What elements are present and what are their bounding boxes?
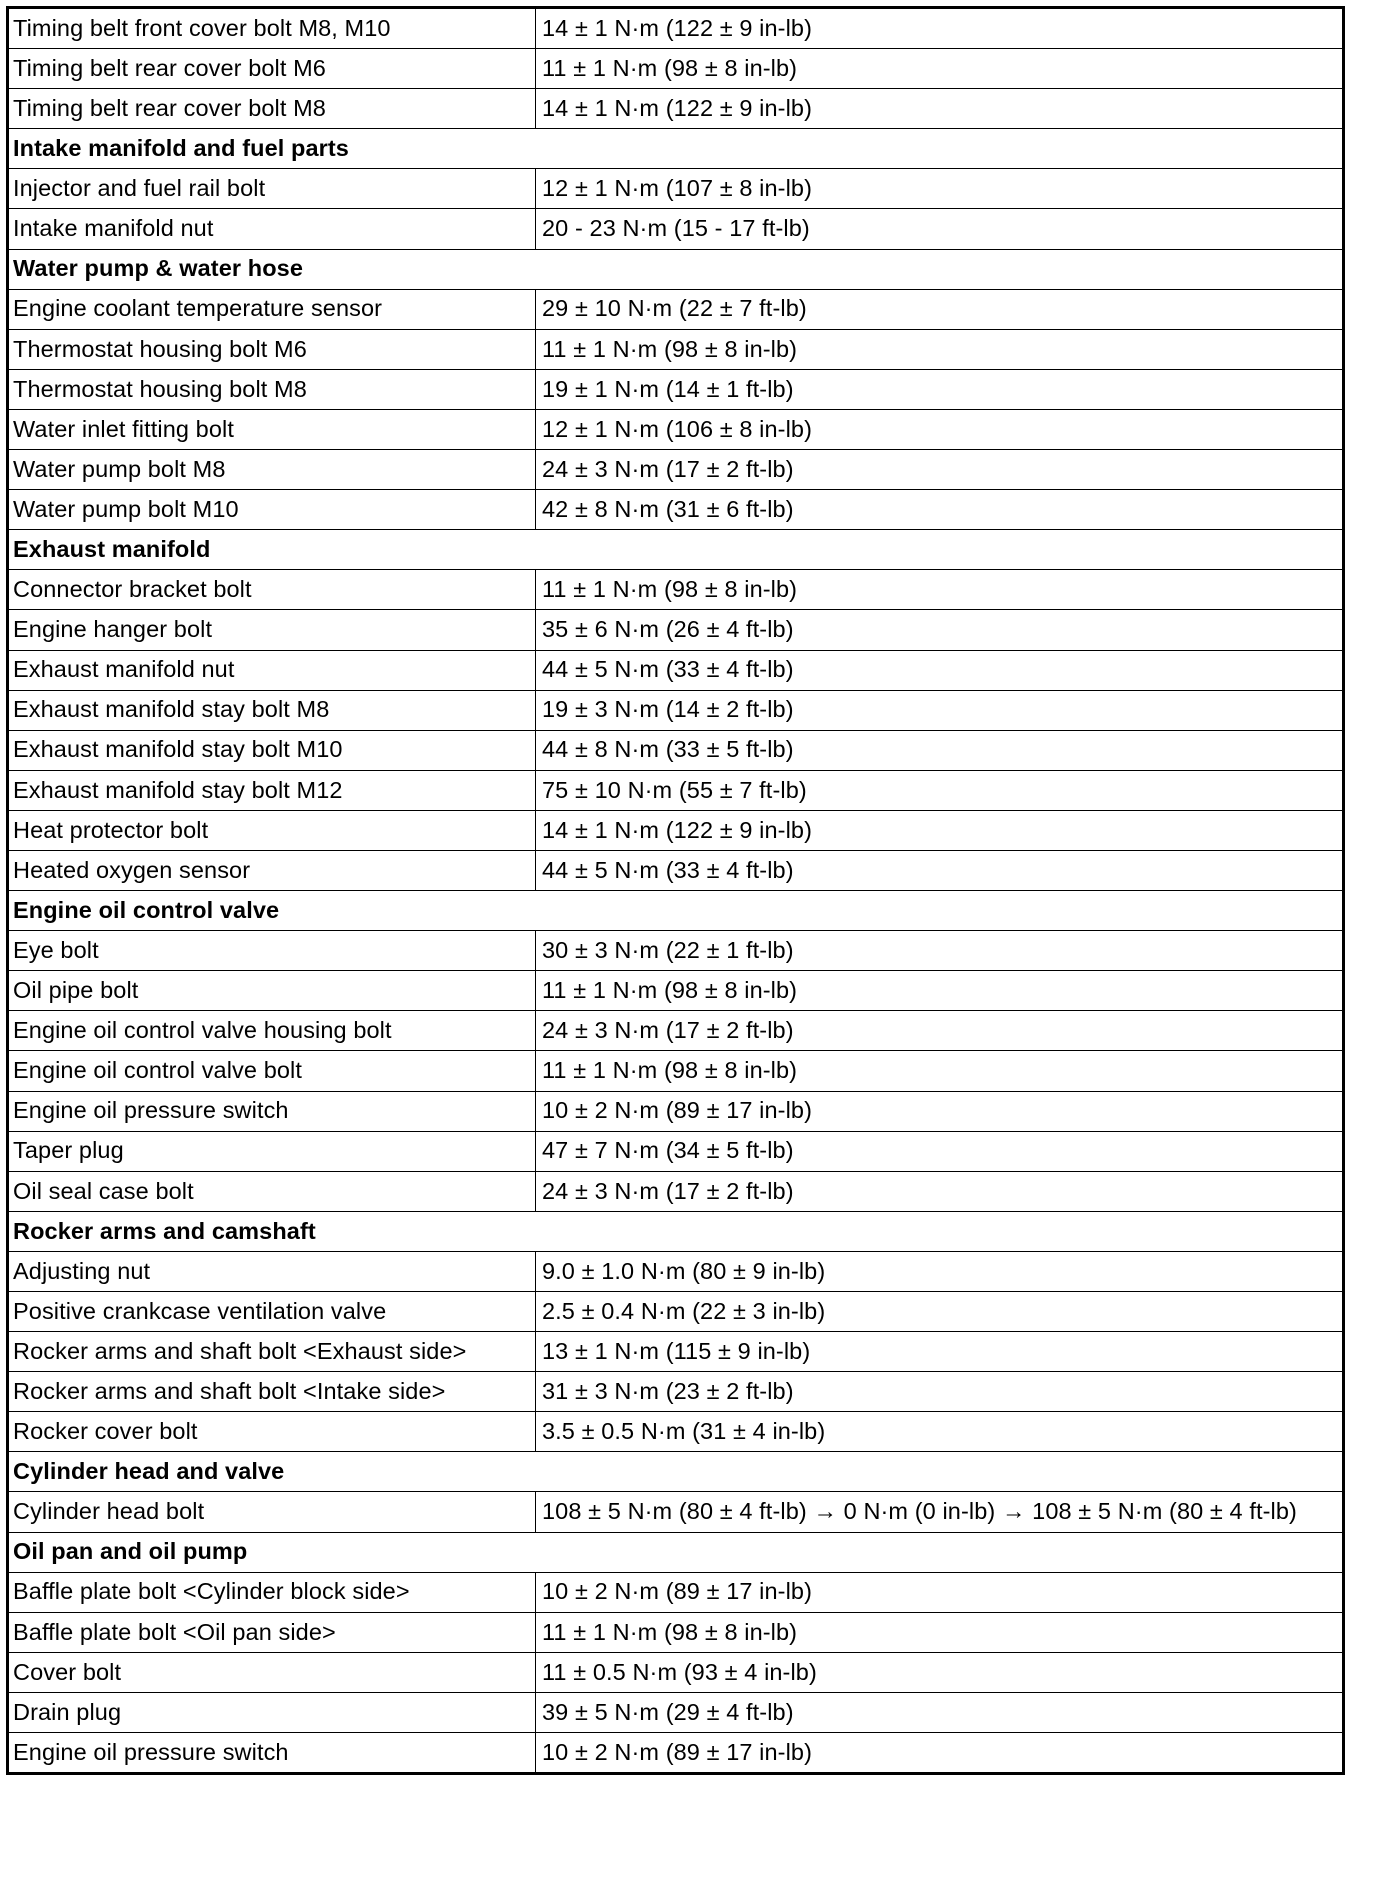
component-name-cell: Engine coolant temperature sensor [8, 289, 536, 329]
torque-value-cell: 44 ± 8 N·m (33 ± 5 ft-lb) [536, 730, 1344, 770]
component-name-cell: Water pump bolt M8 [8, 450, 536, 490]
component-name-cell: Taper plug [8, 1131, 536, 1171]
table-row [8, 1292, 1344, 1332]
component-name-cell: Eye bolt [8, 931, 536, 971]
component-name-cell: Baffle plate bolt <Oil pan side> [8, 1612, 536, 1652]
section-header-row [8, 530, 1344, 570]
table-row [8, 89, 1344, 129]
torque-value-cell: 39 ± 5 N·m (29 ± 4 ft-lb) [536, 1692, 1344, 1732]
component-name-cell: Thermostat housing bolt M6 [8, 329, 536, 369]
torque-value-cell: 12 ± 1 N·m (107 ± 8 in-lb) [536, 169, 1344, 209]
component-name-cell: Exhaust manifold stay bolt M8 [8, 690, 536, 730]
table-row [8, 1251, 1344, 1291]
component-name-cell: Engine oil control valve bolt [8, 1051, 536, 1091]
table-row [8, 850, 1344, 890]
section-header-row [8, 249, 1344, 289]
torque-value-cell: 11 ± 1 N·m (98 ± 8 in-lb) [536, 570, 1344, 610]
component-name-cell: Engine hanger bolt [8, 610, 536, 650]
component-name-cell: Cylinder head bolt [8, 1492, 536, 1532]
torque-value-cell: 47 ± 7 N·m (34 ± 5 ft-lb) [536, 1131, 1344, 1171]
table-row [8, 1011, 1344, 1051]
component-name-cell: Oil pipe bolt [8, 971, 536, 1011]
section-title: Exhaust manifold [8, 530, 1344, 570]
torque-value-cell: 20 - 23 N·m (15 - 17 ft-lb) [536, 209, 1344, 249]
table-row [8, 1051, 1344, 1091]
component-name-cell: Oil seal case bolt [8, 1171, 536, 1211]
torque-value-cell: 9.0 ± 1.0 N·m (80 ± 9 in-lb) [536, 1251, 1344, 1291]
component-name-cell: Heated oxygen sensor [8, 850, 536, 890]
section-title: Engine oil control valve [8, 891, 1344, 931]
table-row [8, 1612, 1344, 1652]
torque-value-cell: 11 ± 1 N·m (98 ± 8 in-lb) [536, 1051, 1344, 1091]
table-row [8, 770, 1344, 810]
torque-value-cell: 108 ± 5 N·m (80 ± 4 ft-lb) → 0 N·m (0 in-lb) → 108 ± 5 N·m (80 ± 4 ft-lb) [536, 1492, 1344, 1532]
torque-value-cell: 11 ± 1 N·m (98 ± 8 in-lb) [536, 971, 1344, 1011]
torque-value-cell: 14 ± 1 N·m (122 ± 9 in-lb) [536, 89, 1344, 129]
table-row [8, 971, 1344, 1011]
torque-value-cell: 75 ± 10 N·m (55 ± 7 ft-lb) [536, 770, 1344, 810]
torque-value-cell: 10 ± 2 N·m (89 ± 17 in-lb) [536, 1572, 1344, 1612]
section-header-row [8, 129, 1344, 169]
table-row [8, 1733, 1344, 1774]
component-name-cell: Water pump bolt M10 [8, 490, 536, 530]
section-title: Water pump & water hose [8, 249, 1344, 289]
component-name-cell: Adjusting nut [8, 1251, 536, 1291]
section-title: Oil pan and oil pump [8, 1532, 1344, 1572]
torque-value-cell: 14 ± 1 N·m (122 ± 9 in-lb) [536, 810, 1344, 850]
table-row [8, 1171, 1344, 1211]
component-name-cell: Timing belt rear cover bolt M6 [8, 49, 536, 89]
section-header-row [8, 1532, 1344, 1572]
table-row [8, 1652, 1344, 1692]
table-row [8, 209, 1344, 249]
torque-value-cell: 19 ± 1 N·m (14 ± 1 ft-lb) [536, 369, 1344, 409]
table-row [8, 369, 1344, 409]
table-row [8, 329, 1344, 369]
torque-value-cell: 24 ± 3 N·m (17 ± 2 ft-lb) [536, 1171, 1344, 1211]
component-name-cell: Timing belt rear cover bolt M8 [8, 89, 536, 129]
component-name-cell: Exhaust manifold stay bolt M10 [8, 730, 536, 770]
torque-value-cell: 13 ± 1 N·m (115 ± 9 in-lb) [536, 1332, 1344, 1372]
torque-value-cell: 12 ± 1 N·m (106 ± 8 in-lb) [536, 409, 1344, 449]
component-name-cell: Cover bolt [8, 1652, 536, 1692]
component-name-cell: Injector and fuel rail bolt [8, 169, 536, 209]
torque-value-cell: 10 ± 2 N·m (89 ± 17 in-lb) [536, 1733, 1344, 1774]
torque-value-cell: 29 ± 10 N·m (22 ± 7 ft-lb) [536, 289, 1344, 329]
table-row [8, 1332, 1344, 1372]
table-row [8, 570, 1344, 610]
torque-value-cell: 42 ± 8 N·m (31 ± 6 ft-lb) [536, 490, 1344, 530]
table-row [8, 289, 1344, 329]
table-row [8, 1692, 1344, 1732]
section-title: Intake manifold and fuel parts [8, 129, 1344, 169]
component-name-cell: Water inlet fitting bolt [8, 409, 536, 449]
component-name-cell: Engine oil pressure switch [8, 1733, 536, 1774]
table-row [8, 690, 1344, 730]
torque-value-cell: 19 ± 3 N·m (14 ± 2 ft-lb) [536, 690, 1344, 730]
section-header-row [8, 1452, 1344, 1492]
torque-value-cell: 11 ± 0.5 N·m (93 ± 4 in-lb) [536, 1652, 1344, 1692]
torque-value-cell: 44 ± 5 N·m (33 ± 4 ft-lb) [536, 850, 1344, 890]
component-name-cell: Exhaust manifold nut [8, 650, 536, 690]
component-name-cell: Positive crankcase ventilation valve [8, 1292, 536, 1332]
torque-table-body [8, 8, 1344, 1774]
component-name-cell: Rocker arms and shaft bolt <Exhaust side> [8, 1332, 536, 1372]
table-row [8, 610, 1344, 650]
table-row [8, 1412, 1344, 1452]
table-row [8, 49, 1344, 89]
table-row [8, 1372, 1344, 1412]
table-row [8, 409, 1344, 449]
torque-value-cell: 14 ± 1 N·m (122 ± 9 in-lb) [536, 8, 1344, 49]
table-row [8, 450, 1344, 490]
table-row [8, 931, 1344, 971]
component-name-cell: Rocker cover bolt [8, 1412, 536, 1452]
torque-value-cell: 11 ± 1 N·m (98 ± 8 in-lb) [536, 329, 1344, 369]
component-name-cell: Drain plug [8, 1692, 536, 1732]
torque-value-cell: 11 ± 1 N·m (98 ± 8 in-lb) [536, 49, 1344, 89]
torque-value-cell: 10 ± 2 N·m (89 ± 17 in-lb) [536, 1091, 1344, 1131]
torque-value-cell: 3.5 ± 0.5 N·m (31 ± 4 in-lb) [536, 1412, 1344, 1452]
torque-value-cell: 24 ± 3 N·m (17 ± 2 ft-lb) [536, 450, 1344, 490]
table-row [8, 730, 1344, 770]
torque-spec-table [6, 6, 1345, 1775]
table-row [8, 8, 1344, 49]
component-name-cell: Engine oil pressure switch [8, 1091, 536, 1131]
table-row [8, 169, 1344, 209]
torque-value-cell: 44 ± 5 N·m (33 ± 4 ft-lb) [536, 650, 1344, 690]
section-title: Cylinder head and valve [8, 1452, 1344, 1492]
component-name-cell: Intake manifold nut [8, 209, 536, 249]
component-name-cell: Exhaust manifold stay bolt M12 [8, 770, 536, 810]
table-row [8, 810, 1344, 850]
component-name-cell: Baffle plate bolt <Cylinder block side> [8, 1572, 536, 1612]
torque-value-cell: 30 ± 3 N·m (22 ± 1 ft-lb) [536, 931, 1344, 971]
section-header-row [8, 1211, 1344, 1251]
component-name-cell: Engine oil control valve housing bolt [8, 1011, 536, 1051]
component-name-cell: Rocker arms and shaft bolt <Intake side> [8, 1372, 536, 1412]
torque-value-cell: 35 ± 6 N·m (26 ± 4 ft-lb) [536, 610, 1344, 650]
table-row [8, 1131, 1344, 1171]
torque-value-cell: 24 ± 3 N·m (17 ± 2 ft-lb) [536, 1011, 1344, 1051]
table-row [8, 650, 1344, 690]
section-header-row [8, 891, 1344, 931]
table-row [8, 1492, 1344, 1532]
table-row [8, 490, 1344, 530]
component-name-cell: Timing belt front cover bolt M8, M10 [8, 8, 536, 49]
component-name-cell: Heat protector bolt [8, 810, 536, 850]
table-row [8, 1091, 1344, 1131]
torque-value-cell: 2.5 ± 0.4 N·m (22 ± 3 in-lb) [536, 1292, 1344, 1332]
table-row [8, 1572, 1344, 1612]
component-name-cell: Connector bracket bolt [8, 570, 536, 610]
torque-value-cell: 11 ± 1 N·m (98 ± 8 in-lb) [536, 1612, 1344, 1652]
component-name-cell: Thermostat housing bolt M8 [8, 369, 536, 409]
torque-value-cell: 31 ± 3 N·m (23 ± 2 ft-lb) [536, 1372, 1344, 1412]
section-title: Rocker arms and camshaft [8, 1211, 1344, 1251]
